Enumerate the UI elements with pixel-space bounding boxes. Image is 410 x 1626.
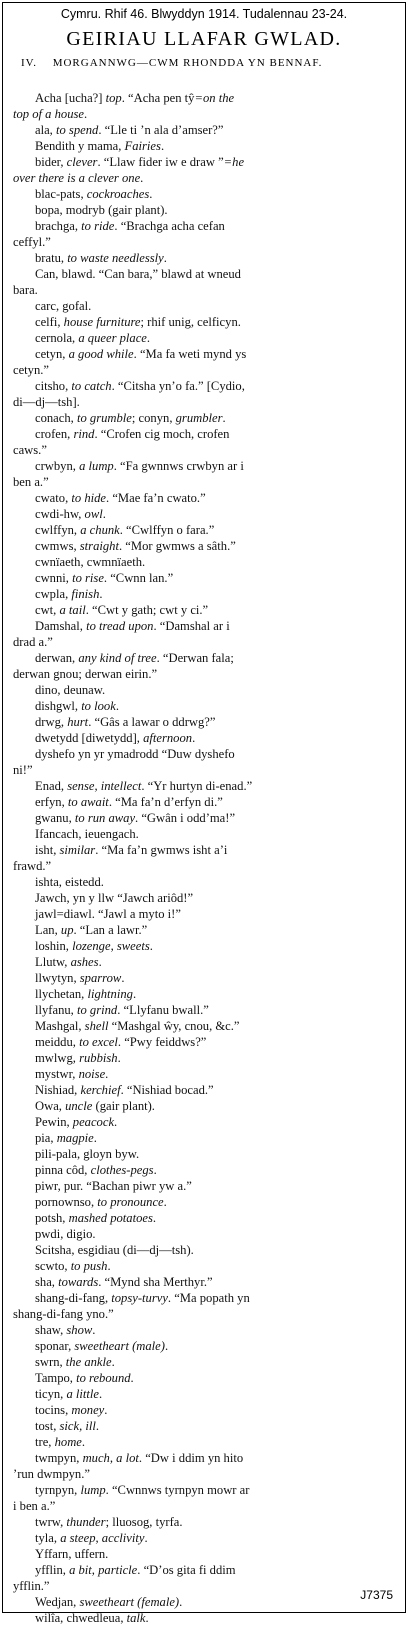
glossary-entry-line: Jawch, yn y llw “Jawch ariôd!” bbox=[35, 891, 194, 905]
section-title: MORGANNWG—CWM RHONDDA YN BENNAF. bbox=[52, 57, 323, 69]
glossary-entry-line: Yffarn, uffern. bbox=[35, 1547, 109, 1561]
section-heading bbox=[21, 57, 401, 69]
glossary-entry-line: llyfanu, to grind. “Llyfanu bwall.” bbox=[35, 1003, 209, 1017]
glossary-continuation-line: yfflin.” bbox=[13, 1579, 50, 1593]
glossary-continuation-line: i ben a.” bbox=[13, 1499, 56, 1513]
glossary-entry-line: scwto, to push. bbox=[35, 1259, 111, 1273]
glossary-entry-line: ishta, eistedd. bbox=[35, 875, 104, 889]
glossary-entry-line: tocins, money. bbox=[35, 1403, 108, 1417]
glossary-entry-line: swrn, the ankle. bbox=[35, 1355, 115, 1369]
glossary-continuation-line: shang-di-fang yno.” bbox=[13, 1307, 114, 1321]
citation-header: Cymru. Rhif 46. Blwyddyn 1914. Tudalennau 23-24. bbox=[60, 7, 348, 21]
glossary-entry-line: dino, deunaw. bbox=[35, 683, 106, 697]
glossary-entry-line: gwanu, to run away. “Gwân i odd’ma!” bbox=[35, 811, 236, 825]
glossary-entry-line: mwlwg, rubbish. bbox=[35, 1051, 121, 1065]
glossary-continuation-line: cetyn.” bbox=[13, 363, 50, 377]
glossary-entry-line: potsh, mashed potatoes. bbox=[35, 1211, 157, 1225]
glossary-entry-line: cwlffyn, a chunk. “Cwlffyn o fara.” bbox=[35, 523, 215, 537]
glossary-entry-line: celfi, house furniture; rhif unig, celficyn. bbox=[35, 315, 241, 329]
glossary-entry-line: Pewin, peacock. bbox=[35, 1115, 118, 1129]
glossary-entry-line: erfyn, to await. “Ma fa’n d’erfyn di.” bbox=[35, 795, 223, 809]
glossary-entry-line: Owa, uncle (gair plant). bbox=[35, 1099, 155, 1113]
glossary-entry-line: tre, home. bbox=[35, 1435, 86, 1449]
glossary-entry-line: brachga, to ride. “Brachga acha cefan bbox=[35, 219, 225, 233]
glossary-entry-line: shaw, show. bbox=[35, 1323, 96, 1337]
glossary-entry-line: dishgwl, to look. bbox=[35, 699, 119, 713]
glossary-entry-line: bider, clever. “Llaw fider iw e draw ”=he bbox=[35, 155, 245, 169]
glossary-entry-line: bratu, to waste needlessly. bbox=[35, 251, 167, 265]
glossary-entry-line: carc, gofal. bbox=[35, 299, 92, 313]
glossary-entry-line: dyshefo yn yr ymadrodd “Duw dyshefo bbox=[35, 747, 235, 761]
glossary-entry-line: Wedjan, sweetheart (female). bbox=[35, 1595, 183, 1609]
glossary-entry-line: jawl=diawl. “Jawl a myto i!” bbox=[35, 907, 181, 921]
glossary-entry-line: wilîa, chwedleua, talk. bbox=[35, 1611, 149, 1625]
glossary-continuation-line: bara. bbox=[13, 283, 38, 297]
glossary-entry-line: mystwr, noise. bbox=[35, 1067, 109, 1081]
page-frame bbox=[2, 2, 406, 1625]
glossary-entry-line: crwbyn, a lump. “Fa gwnnws crwbyn ar i bbox=[35, 459, 244, 473]
glossary-entry-line: sha, towards. “Mynd sha Merthyr.” bbox=[35, 1275, 213, 1289]
glossary-entry-line: pornownso, to pronounce. bbox=[35, 1195, 167, 1209]
glossary-entry-line: crofen, rind. “Crofen cig moch, crofen bbox=[35, 427, 230, 441]
glossary-entry-line: loshin, lozenge, sweets. bbox=[35, 939, 153, 953]
glossary-entry-line: Llutw, ashes. bbox=[35, 955, 102, 969]
glossary-entry-line: cwnïaeth, cwmnïaeth. bbox=[35, 555, 146, 569]
glossary-entry-line: tost, sick, ill. bbox=[35, 1419, 100, 1433]
glossary-entry-line: drwg, hurt. “Gâs a lawar o ddrwg?” bbox=[35, 715, 216, 729]
glossary-entry-line: tyla, a steep, acclivity. bbox=[35, 1531, 148, 1545]
glossary-entry-line: Scitsha, esgidiau (di—dj—tsh). bbox=[35, 1243, 194, 1257]
glossary-entry-line: cwpla, finish. bbox=[35, 587, 103, 601]
glossary-entry-line: conach, to grumble; conyn, grumbler. bbox=[35, 411, 226, 425]
glossary-entry-line: llychetan, lightning. bbox=[35, 987, 137, 1001]
glossary-entry-line: pia, magpie. bbox=[35, 1131, 97, 1145]
glossary-continuation-line: ben a.” bbox=[13, 475, 49, 489]
glossary-continuation-line: top of a house. bbox=[13, 107, 88, 121]
glossary-entry-line: citsho, to catch. “Citsha yn’o fa.” [Cydio, bbox=[35, 379, 245, 393]
glossary-list bbox=[13, 90, 399, 1626]
glossary-continuation-line: caws.” bbox=[13, 443, 47, 457]
glossary-continuation-line: di—dj—tsh]. bbox=[13, 395, 80, 409]
glossary-entry-line: derwan, any kind of tree. “Derwan fala; bbox=[35, 651, 234, 665]
glossary-entry-line: bopa, modryb (gair plant). bbox=[35, 203, 168, 217]
glossary-entry-line: cwt, a tail. “Cwt y gath; cwt y ci.” bbox=[35, 603, 209, 617]
glossary-entry-line: cwmws, straight. “Mor gwmws a sâth.” bbox=[35, 539, 236, 553]
glossary-entry-line: Bendith y mama, Fairies. bbox=[35, 139, 165, 153]
glossary-entry-line: shang-di-fang, topsy-turvy. “Ma popath yn bbox=[35, 1291, 250, 1305]
glossary-continuation-line: derwan gnou; derwan eirin.” bbox=[13, 667, 158, 681]
glossary-entry-line: cwdi-hw, owl. bbox=[35, 507, 106, 521]
page-title: GEIRIAU LLAFAR GWLAD. bbox=[66, 28, 342, 50]
glossary-entry-line: Ifancach, ieuengach. bbox=[35, 827, 139, 841]
glossary-entry-line: ticyn, a little. bbox=[35, 1387, 103, 1401]
glossary-entry-line: isht, similar. “Ma fa’n gwmws isht a’i bbox=[35, 843, 228, 857]
glossary-entry-line: cwnni, to rise. “Cwnn lan.” bbox=[35, 571, 174, 585]
glossary-continuation-line: ceffyl.” bbox=[13, 235, 51, 249]
glossary-entry-line: cetyn, a good while. “Ma fa weti mynd ys bbox=[35, 347, 247, 361]
glossary-entry-line: Mashgal, shell “Mashgal ŵy, cnou, &c.” bbox=[35, 1019, 240, 1033]
glossary-continuation-line: drad a.” bbox=[13, 635, 53, 649]
glossary-continuation-line: over there is a clever one. bbox=[13, 171, 144, 185]
reference-code: J7375 bbox=[360, 1588, 393, 1602]
glossary-entry-line: Can, blawd. “Can bara,” blawd at wneud bbox=[35, 267, 241, 281]
glossary-entry-line: Lan, up. “Lan a lawr.” bbox=[35, 923, 148, 937]
glossary-entry-line: Tampo, to rebound. bbox=[35, 1371, 134, 1385]
glossary-entry-line: dwetydd [diwetydd], afternoon. bbox=[35, 731, 196, 745]
glossary-entry-line: Damshal, to tread upon. “Damshal ar i bbox=[35, 619, 230, 633]
glossary-entry-line: yfflin, a bit, particle. “D’os gita fi ddim bbox=[35, 1563, 236, 1577]
glossary-entry-line: sponar, sweetheart (male). bbox=[35, 1339, 169, 1353]
glossary-entry-line: piwr, pur. “Bachan piwr yw a.” bbox=[35, 1179, 192, 1193]
glossary-entry-line: tyrnpyn, lump. “Cwnnws tyrnpyn mowr ar bbox=[35, 1483, 250, 1497]
glossary-entry-line: cernola, a queer place. bbox=[35, 331, 151, 345]
glossary-entry-line: blac-pats, cockroaches. bbox=[35, 187, 153, 201]
glossary-continuation-line: ’run dwmpyn.” bbox=[13, 1467, 90, 1481]
glossary-entry-line: pili-pala, gloyn byw. bbox=[35, 1147, 140, 1161]
glossary-continuation-line: ni!” bbox=[13, 763, 33, 777]
glossary-entry-line: pinna côd, clothes-pegs. bbox=[35, 1163, 157, 1177]
glossary-entry-line: meiddu, to excel. “Pwy feiddws?” bbox=[35, 1035, 207, 1049]
glossary-entry-line: twmpyn, much, a lot. “Dw i ddim yn hito bbox=[35, 1451, 244, 1465]
glossary-entry-line: cwato, to hide. “Mae fa’n cwato.” bbox=[35, 491, 206, 505]
glossary-continuation-line: frawd.” bbox=[13, 859, 52, 873]
glossary-entry-line: ala, to spend. “Lle ti ’n ala d’amser?” bbox=[35, 123, 224, 137]
section-number: IV. bbox=[21, 57, 37, 69]
glossary-entry-line: twrw, thunder; lluosog, tyrfa. bbox=[35, 1515, 183, 1529]
glossary-entry-line: Acha [ucha?] top. “Acha pen tŷ=on the bbox=[35, 91, 235, 105]
glossary-entry-line: llwytyn, sparrow. bbox=[35, 971, 125, 985]
glossary-entry-line: Nishiad, kerchief. “Nishiad bocad.” bbox=[35, 1083, 214, 1097]
glossary-entry-line: Enad, sense, intellect. “Yr hurtyn di-enad.” bbox=[35, 779, 253, 793]
glossary-entry-line: pwdi, digio. bbox=[35, 1227, 96, 1241]
